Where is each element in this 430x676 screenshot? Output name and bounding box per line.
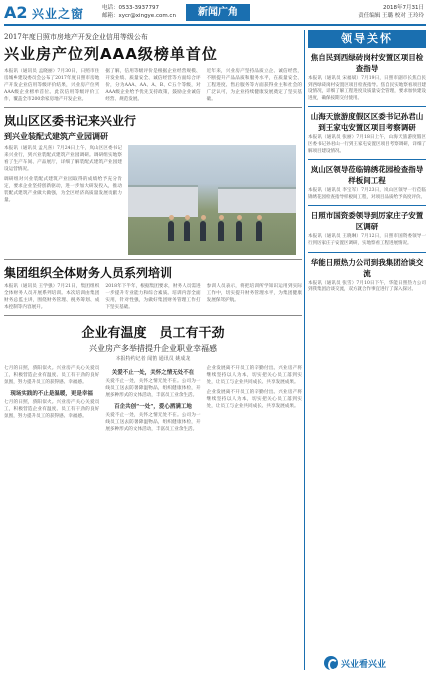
column-divider xyxy=(304,30,305,670)
right-item5-body: 本报讯（通讯员 张雪）7月10日下午，华能日照热力公司到我集团洽谈交流，双方就合作事宜进行了深入探讨。 xyxy=(308,280,426,293)
photo-head xyxy=(169,215,174,220)
article3-col2: 2018年下半年，根据集团要求，财务人员需进一步提升专业能力和综合素质。培训内容全面实用，针对性强，为做好集团财务管理工作打下坚实基础。 xyxy=(105,284,201,310)
article4-col2-wrap xyxy=(105,365,200,433)
right-item1-body: 本报讯（通讯员 宋福斌）7月19日，日照市副市长焦自民到西绿砖岗村安置区项目检查指导。焦自民实地察看项目建设情况，详细了解工程进度及质量安全管理，要求加快建设进度，确保按期交付使用。 xyxy=(308,76,426,101)
photo-person xyxy=(200,221,206,241)
photo-person xyxy=(184,221,190,241)
article1-kicker: 2017年度日照市房地产开发企业信用等级公布 xyxy=(4,33,148,41)
email-line: 邮箱：xycr@xingye.com.cn xyxy=(102,13,176,19)
paper-name: 兴业之窗 xyxy=(32,7,85,21)
logo-text: 兴业看兴业 xyxy=(341,659,387,670)
right-item5-headline: 华能日照热力公司到我集团洽谈交流 xyxy=(310,257,424,278)
article4-col1-wrap xyxy=(4,365,99,433)
article4-body xyxy=(4,365,302,433)
photo-head xyxy=(201,215,206,220)
main-column xyxy=(4,30,302,433)
divider xyxy=(308,205,426,206)
section-tag: 新闻广角 xyxy=(186,4,250,21)
footer-logo xyxy=(324,654,424,672)
right-item2-body: 本报讯（通讯员 张丽）7月18日上午，山海天旅游度假区区委书记孙君山一行到王家屯安置区项目考察调研，详细了解项目建设情况。 xyxy=(308,135,426,154)
contact-block xyxy=(102,4,176,20)
right-item2-headline: 山海天旅游度假区区委书记孙君山到王家屯安置区项目考察调研 xyxy=(310,112,424,133)
article2-subhead: 到兴业装配式建筑产业园调研 xyxy=(4,131,108,141)
article4-col1: 七月的日照，骄阳似火。兴业房产关心关爱员工，积极营造企业有温度、员工有干劲的良好氛围，努力提升员工的获得感、幸福感。 xyxy=(4,366,100,385)
right-item3-body: 本报讯（通讯员 李宝军）7月23日，岚山区领导一行莅临锦绣花园检查指导样板间工程，对项目品质给予高度评价。 xyxy=(308,188,426,200)
photo-person xyxy=(168,221,174,241)
article4-col1-cont: 七月的日照，骄阳似火。兴业房产关心关爱员工，积极营造企业有温度、员工有干劲的良好氛围，努力提升员工的获得感、幸福感。 xyxy=(4,400,100,419)
article1-col1: 本报讯（通讯员 孟晓丽）7月30日，日照市住房城乡建设委员会公布了2017年度日照市房地产开发企业信用等级评价结果，兴业房产位列AAA级企业榜单首位。此次信用等级评价工作，覆盖全市200余家房地产开发企业。 xyxy=(4,69,100,102)
page-number: A2 xyxy=(4,3,28,22)
photo-head xyxy=(237,215,242,220)
divider xyxy=(308,252,426,253)
photo-person xyxy=(236,221,242,241)
photo-person xyxy=(256,221,262,241)
photo-head xyxy=(185,215,190,220)
date-block xyxy=(358,4,424,20)
article1-col2: 据了解，信用等级评价是根据企业经营规模、开发业绩、质量安全、诚信经营等方面综合评价，分为AAA、AA、A、B、C五个等级，对AAA级企业给予优先支持政策，鼓励企业诚信经营、规范发展。 xyxy=(105,69,201,102)
right-item4-body: 本报讯（通讯员 王晓琳）7月12日，日照市国资委领导一行到厉家庄子安置区调研，实地察看工程进展情况。 xyxy=(308,234,426,246)
article4-subhead: 兴业房产多举措提升企业职业幸福感 xyxy=(89,344,217,353)
logo-icon xyxy=(324,656,338,670)
article1-headline: 兴业房产位列AAA级榜单首位 xyxy=(4,45,218,63)
right-item1-headline: 焦自民到西绿砖岗村安置区项目检查指导 xyxy=(310,53,424,73)
right-banner: 领导关怀 xyxy=(308,30,426,48)
article2-body xyxy=(4,145,302,255)
photo-head xyxy=(257,215,262,220)
article4-col3: 企业发展离不开员工的辛勤付出。兴业房产将继续坚持以人为本，切实把关心员工落到实处，让员工与企业共同成长、共享发展成果。 xyxy=(206,366,302,385)
article1-body xyxy=(4,68,302,103)
right-column xyxy=(308,30,426,676)
right-item3-headline: 岚山区领导莅临锦绣花园检查指导样板间工程 xyxy=(310,165,424,186)
article3-col3: 参训人员表示，将把培训所学知识运用到实际工作中，切实提升财务管理水平，为集团健康发展保驾护航。 xyxy=(206,284,302,303)
divider xyxy=(308,159,426,160)
divider xyxy=(4,315,302,316)
article3-col1: 本报讯（通讯员 王学强）7月21日，集团组织全体财务人员开展系列培训。本次培训由集团财务总监主讲，围绕财务管理、税务筹划、成本控制等内容展开。 xyxy=(4,284,100,310)
divider xyxy=(4,259,302,260)
article2-text xyxy=(4,145,122,255)
right-item4-headline: 日照市国资委领导到厉家庄子安置区调研 xyxy=(310,211,424,232)
article4-mid-subhead1: 关爱不止一处，关怀之情无处不在 xyxy=(111,370,195,376)
issue-date: 2018年7月31日 xyxy=(383,5,424,11)
article4-left-subhead: 现场实践的不止是温暖，更是幸福 xyxy=(10,391,93,397)
article2-para-b: 调研组对兴业装配式建筑产业园取得的成绩给予充分肯定，要求企业坚持创新驱动，进一步加大研发投入，推动装配式建筑产业做大做强，为全区经济高质量发展贡献力量。 xyxy=(4,177,122,203)
divider xyxy=(308,106,426,107)
article4-col3-cont: 企业发展离不开员工的辛勤付出。兴业房产将继续坚持以人为本，切实把关心员工落到实处，让员工与企业共同成长、共享发展成果。 xyxy=(206,390,302,409)
masthead-rule xyxy=(4,24,426,26)
tel-line: 电话：0533-3937797 xyxy=(102,5,159,11)
article2-photo xyxy=(128,145,296,255)
divider xyxy=(4,107,302,108)
article3-headline: 集团组织全体财务人员系列培训 xyxy=(4,266,173,280)
article2-headline: 岚山区区委书记来兴业行 xyxy=(4,114,137,128)
photo-person xyxy=(218,221,224,241)
article3-body xyxy=(4,283,302,311)
article2-para-a: 本报讯（通讯员 孟凡喜）7月24日上午，岚山区区委书记来兴业行，到兴业装配式建筑产业园调研。调研组实地察看了生产车间、产品展厅，详细了解装配式建筑产业园建设运营情况。 xyxy=(4,146,122,172)
article1-col3: 近年来，兴业房产坚持品质立企、诚信经营，不断提升产品品质和服务水平，在质量安全、工程进度、售后服务等方面获得业主和社会的广泛认可，为企业持续健康发展奠定了坚实基础。 xyxy=(206,69,302,102)
article4-mid-subhead2: 百企共创“一处”，爱心洒满工地 xyxy=(114,404,192,410)
article4-col3-wrap xyxy=(207,365,302,433)
photo-building xyxy=(128,185,198,217)
article4-headline: 企业有温度 员工有干劲 xyxy=(81,326,225,341)
photo-building xyxy=(218,187,296,213)
photo-head xyxy=(219,215,224,220)
editors: 责任编辑 王璐 校对 王玲玲 xyxy=(358,13,424,19)
article4-col2: 关爱不止一处，关怀之情无处不在。公司为一线员工送去防暑降温物品，组织健康体检，开展多种形式的文体活动，丰富员工业余生活。 xyxy=(105,379,201,398)
masthead xyxy=(0,0,430,30)
article4-col2-cont: 关爱不止一处，关怀之情无处不在。公司为一线员工送去防暑降温物品，组织健康体检，开展多种形式的文体活动，丰富员工业余生活。 xyxy=(105,413,201,432)
article4-byline: 本报特约记者 闻笛 通讯员 姚成龙 xyxy=(115,356,191,362)
